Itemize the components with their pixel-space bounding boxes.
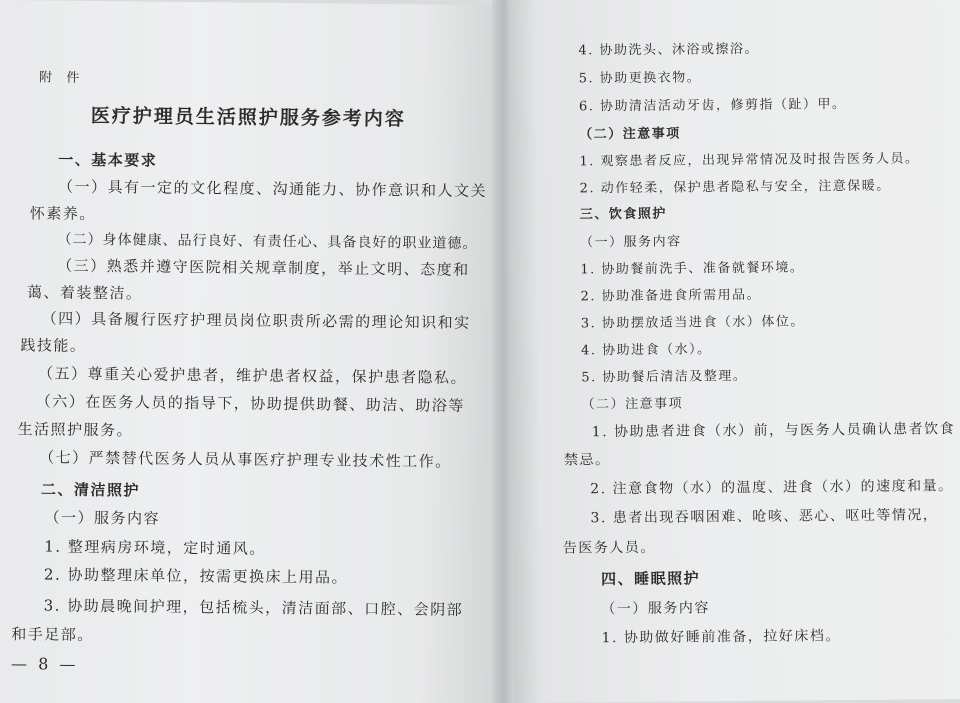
- section-heading: 一、基本要求: [58, 150, 158, 170]
- text-line: （四）具备履行医疗护理员岗位职责所必需的理论知识和实: [41, 309, 471, 332]
- text-line: 蔼、着装整洁。: [26, 283, 143, 303]
- section-heading: 二、清洁照护: [40, 480, 140, 500]
- text-line: 3. 协助摆放适当进食（水）体位。: [580, 314, 805, 332]
- text-line: 践技能。: [20, 336, 87, 355]
- page-number: — 8 —: [10, 654, 79, 674]
- attachment-label: 附 件: [39, 70, 85, 86]
- text-line: 2. 注意食物（水）的温度、进食（水）的速度和量。: [590, 478, 954, 498]
- subsection-heading: （一）服务内容: [44, 508, 161, 528]
- text-line: 1. 整理病房环境，定时通风。: [44, 537, 266, 558]
- text-line: 2. 协助整理床单位，按需更换床上用品。: [43, 565, 349, 587]
- text-line: （六）在医务人员的指导下，协助提供助餐、助洁、助浴等: [35, 392, 465, 415]
- section-heading: 四、睡眠照护: [600, 569, 701, 589]
- text-line: 生活照护服务。: [17, 420, 134, 440]
- right-page: [508, 0, 960, 703]
- text-line: （五）尊重关心爱护患者，维护患者权益，保护患者隐私。: [37, 364, 468, 387]
- text-line: 1. 协助餐前洗手、准备就餐环境。: [580, 260, 805, 278]
- text-line: （一）具有一定的文化程度、沟通能力、协作意识和人文关: [57, 177, 488, 201]
- text-line: 3. 患者出现吞咽困难、呛咳、恶心、呕吐等情况，: [590, 507, 939, 527]
- text-line: 3. 协助晨晚间护理，包括梳头，清洁面部、口腔、会阴部: [43, 596, 464, 619]
- subsection-heading: （二）注意事项: [581, 396, 684, 413]
- document-title: 医疗护理员生活照护服务参考内容: [90, 104, 406, 131]
- section-heading: 三、饮食照护: [579, 206, 667, 223]
- text-line: 禁忌。: [563, 452, 611, 469]
- text-line: （二）身体健康、品行良好、有责任心、具备良好的职业道德。: [57, 231, 478, 253]
- text-line: 1. 协助做好睡前准备，拉好床档。: [601, 628, 841, 647]
- text-line: 5. 协助更换衣物。: [578, 70, 702, 87]
- subsection-heading: （一）服务内容: [601, 600, 710, 618]
- text-line: 4. 协助洗头、沐浴或擦浴。: [578, 41, 760, 59]
- text-line: 4. 协助进食（水）。: [580, 342, 712, 359]
- text-line: 5. 协助餐后清洁及整理。: [581, 368, 748, 386]
- text-line: 6. 协助清洁活动牙齿，修剪指（趾）甲。: [578, 97, 847, 115]
- text-line: （七）严禁替代医务人员从事医疗护理专业技术性工作。: [39, 448, 452, 471]
- text-line: 怀素养。: [29, 204, 96, 224]
- text-line: 2. 协助准备进食所需用品。: [580, 287, 762, 305]
- text-line: 告医务人员。: [562, 539, 656, 557]
- subsection-heading: （二）注意事项: [579, 126, 681, 143]
- subsection-heading: （一）服务内容: [580, 234, 682, 251]
- text-line: 和手足部。: [11, 625, 94, 645]
- text-line: 1. 协助患者进食（水）前，与医务人员确认患者饮食: [591, 421, 956, 441]
- text-line: 2. 动作轻柔，保护患者隐私与安全，注意保暖。: [579, 178, 891, 197]
- text-line: 1. 观察患者反应，出现异常情况及时报告医务人员。: [579, 151, 920, 170]
- text-line: （三）熟悉并遵守医院相关规章制度，举止文明、态度和: [57, 256, 470, 279]
